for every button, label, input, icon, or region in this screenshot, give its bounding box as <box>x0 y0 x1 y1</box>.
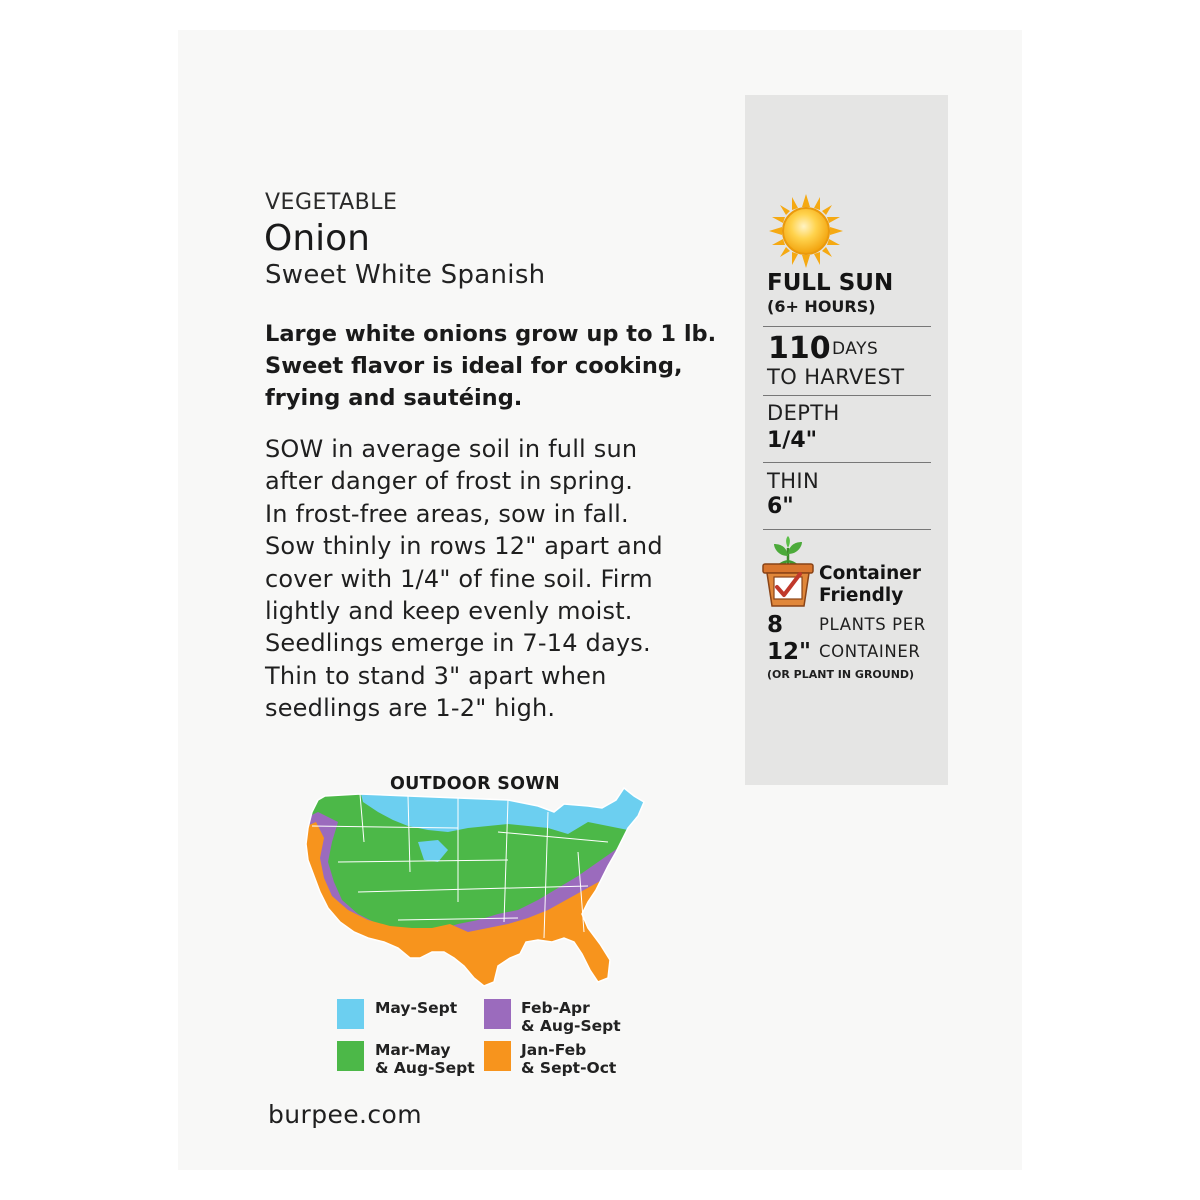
legend-swatch-green <box>337 1041 364 1071</box>
sowing-instructions <box>265 433 735 725</box>
seedling-icon <box>774 536 802 568</box>
divider <box>763 395 931 396</box>
instruction-line: Thin to stand 3" apart when <box>265 661 607 690</box>
instruction-line: Seedlings emerge in 7-14 days. <box>265 629 651 658</box>
instruction-line: seedlings are 1-2" high. <box>265 694 556 723</box>
divider <box>763 462 931 463</box>
sun-icon <box>768 193 844 269</box>
instruction-line: Sow thinly in rows 12" apart and <box>265 532 663 561</box>
divider <box>763 529 931 530</box>
plants-per-label: PLANTS PER <box>819 615 926 634</box>
variety-name: Sweet White Spanish <box>265 260 546 290</box>
legend-label: Feb-Apr <box>521 999 590 1017</box>
product-description: Large white onions grow up to 1 lb. Sweet flavor is ideal for cooking, frying and sautéing. <box>265 321 717 411</box>
instruction-line: In frost-free areas, sow in fall. <box>265 499 629 528</box>
map-title: OUTDOOR SOWN <box>390 774 560 794</box>
sun-requirement: FULL SUN <box>767 270 894 296</box>
product-title: Onion <box>264 218 370 259</box>
container-label: CONTAINER <box>819 642 921 661</box>
divider <box>763 326 931 327</box>
depth-value: 1/4" <box>767 428 818 453</box>
website-link[interactable]: burpee.com <box>268 1100 422 1129</box>
legend-swatch-orange <box>484 1041 511 1071</box>
legend-label: & Sept-Oct <box>521 1059 617 1077</box>
legend-label: & Aug-Sept <box>375 1059 475 1077</box>
days-unit: DAYS <box>832 339 879 359</box>
thin-value: 6" <box>767 494 794 519</box>
instruction-line: cover with 1/4" of fine soil. Firm <box>265 564 653 593</box>
container-title-line: Friendly <box>819 585 904 606</box>
days-to-harvest-value: 110 <box>768 331 831 366</box>
container-size-value: 12" <box>767 639 811 665</box>
days-caption: TO HARVEST <box>767 365 905 389</box>
container-pot-icon <box>760 536 816 612</box>
legend-label: Jan-Feb <box>521 1041 587 1059</box>
sowing-zone-map <box>298 782 650 994</box>
container-note: (OR PLANT IN GROUND) <box>767 668 915 681</box>
category-label: VEGETABLE <box>265 190 398 215</box>
instruction-line: after danger of frost in spring. <box>265 467 634 496</box>
legend-label: May-Sept <box>375 999 458 1017</box>
depth-label: DEPTH <box>767 401 840 425</box>
legend-swatch-purple <box>484 999 511 1029</box>
instruction-line: lightly and keep evenly moist. <box>265 597 633 626</box>
plants-per-container-value: 8 <box>767 612 784 638</box>
container-title-line: Container <box>819 563 921 584</box>
legend-swatch-blue <box>337 999 364 1029</box>
container-friendly-title <box>819 563 921 607</box>
legend-label: Mar-May <box>375 1041 451 1059</box>
instruction-line: SOW in average soil in full sun <box>265 435 638 463</box>
legend-label: & Aug-Sept <box>521 1017 621 1035</box>
sun-hours: (6+ HOURS) <box>767 297 876 316</box>
thin-label: THIN <box>767 469 820 493</box>
